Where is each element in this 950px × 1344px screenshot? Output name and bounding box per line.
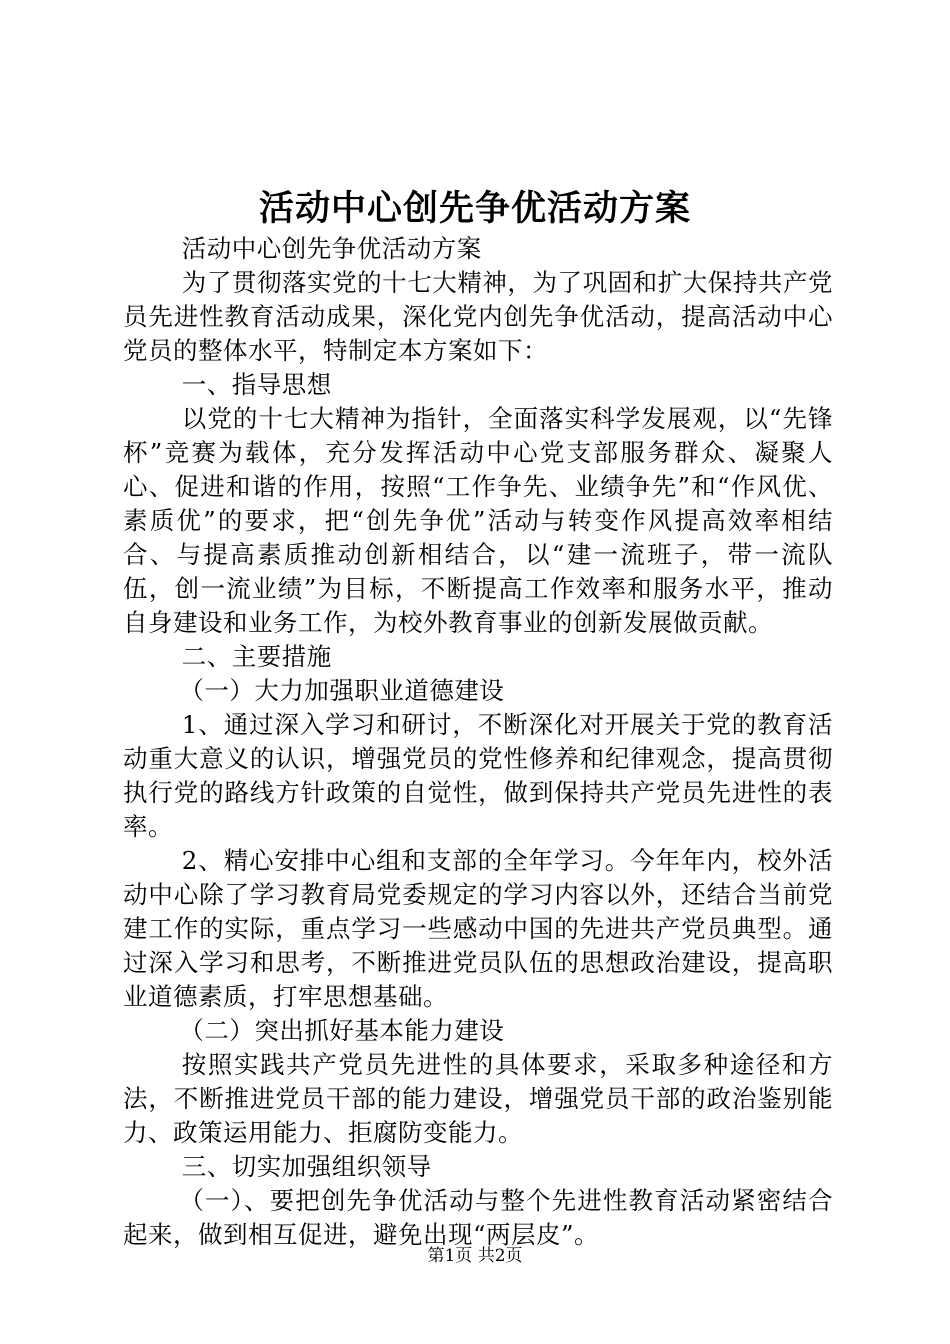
subsection-heading-capability: （二）突出抓好基本能力建设: [179, 1016, 505, 1045]
paragraph-leadership-1: （一）、要把创先争优活动与整个先进性教育活动紧密结合起来，做到相互促进，避免出现“两层皮”。: [123, 1186, 833, 1249]
page-indicator: 第1页 共2页: [427, 1246, 523, 1266]
section-heading-main-measures: 二、主要措施: [181, 642, 332, 671]
subsection-heading-ethics: （一）大力加强职业道德建设: [179, 676, 505, 705]
section-heading-leadership: 三、切实加强组织领导: [181, 1152, 432, 1181]
paragraph-subtitle: 活动中心创先争优活动方案: [181, 234, 482, 263]
paragraph-measure-1: 1、通过深入学习和研讨，不断深化对开展关于党的教育活动重大意义的认识，增强党员的党性修养和纪律观念，提高贯彻执行党的路线方针政策的自觉性，做到保持共产党员先进性的表率。: [123, 710, 833, 841]
paragraph-intro: 为了贯彻落实党的十七大精神，为了巩固和扩大保持共产党员先进性教育活动成果，深化党内创先争优活动，提高活动中心党员的整体水平，特制定本方案如下：: [123, 268, 833, 365]
paragraph-guiding-ideology: 以党的十七大精神为指针，全面落实科学发展观，以“先锋杯”竞赛为载体，充分发挥活动中心党支部服务群众、凝聚人心、促进和谐的作用，按照“工作争先、业绩争先”和“作风优、素质优”的要求，把“创先争优”活动与转变作风提高效率相结合、与提高素质推动创新相结合，以“建一流班子，带一流队伍，创一流业绩”为目标，不断提高工作效率和服务水平，推动自身建设和业务工作，为校外教育事业的创新发展做贡献。: [123, 404, 833, 637]
paragraph-measure-2: 2、精心安排中心组和支部的全年学习。今年年内，校外活动中心除了学习教育局党委规定的学习内容以外，还结合当前党建工作的实际，重点学习一些感动中国的先进共产党员典型。通过深入学习和思考，不断推进党员队伍的思想政治建设，提高职业道德素质，打牢思想基础。: [123, 846, 833, 1011]
section-heading-guiding-ideology: 一、指导思想: [181, 370, 332, 399]
document-title: 活动中心创先争优活动方案: [258, 188, 691, 229]
paragraph-capability: 按照实践共产党员先进性的具体要求，采取多种途径和方法，不断推进党员干部的能力建设，增强党员干部的政治鉴别能力、政策运用能力、拒腐防变能力。: [123, 1050, 833, 1147]
document-body: [123, 232, 833, 1252]
